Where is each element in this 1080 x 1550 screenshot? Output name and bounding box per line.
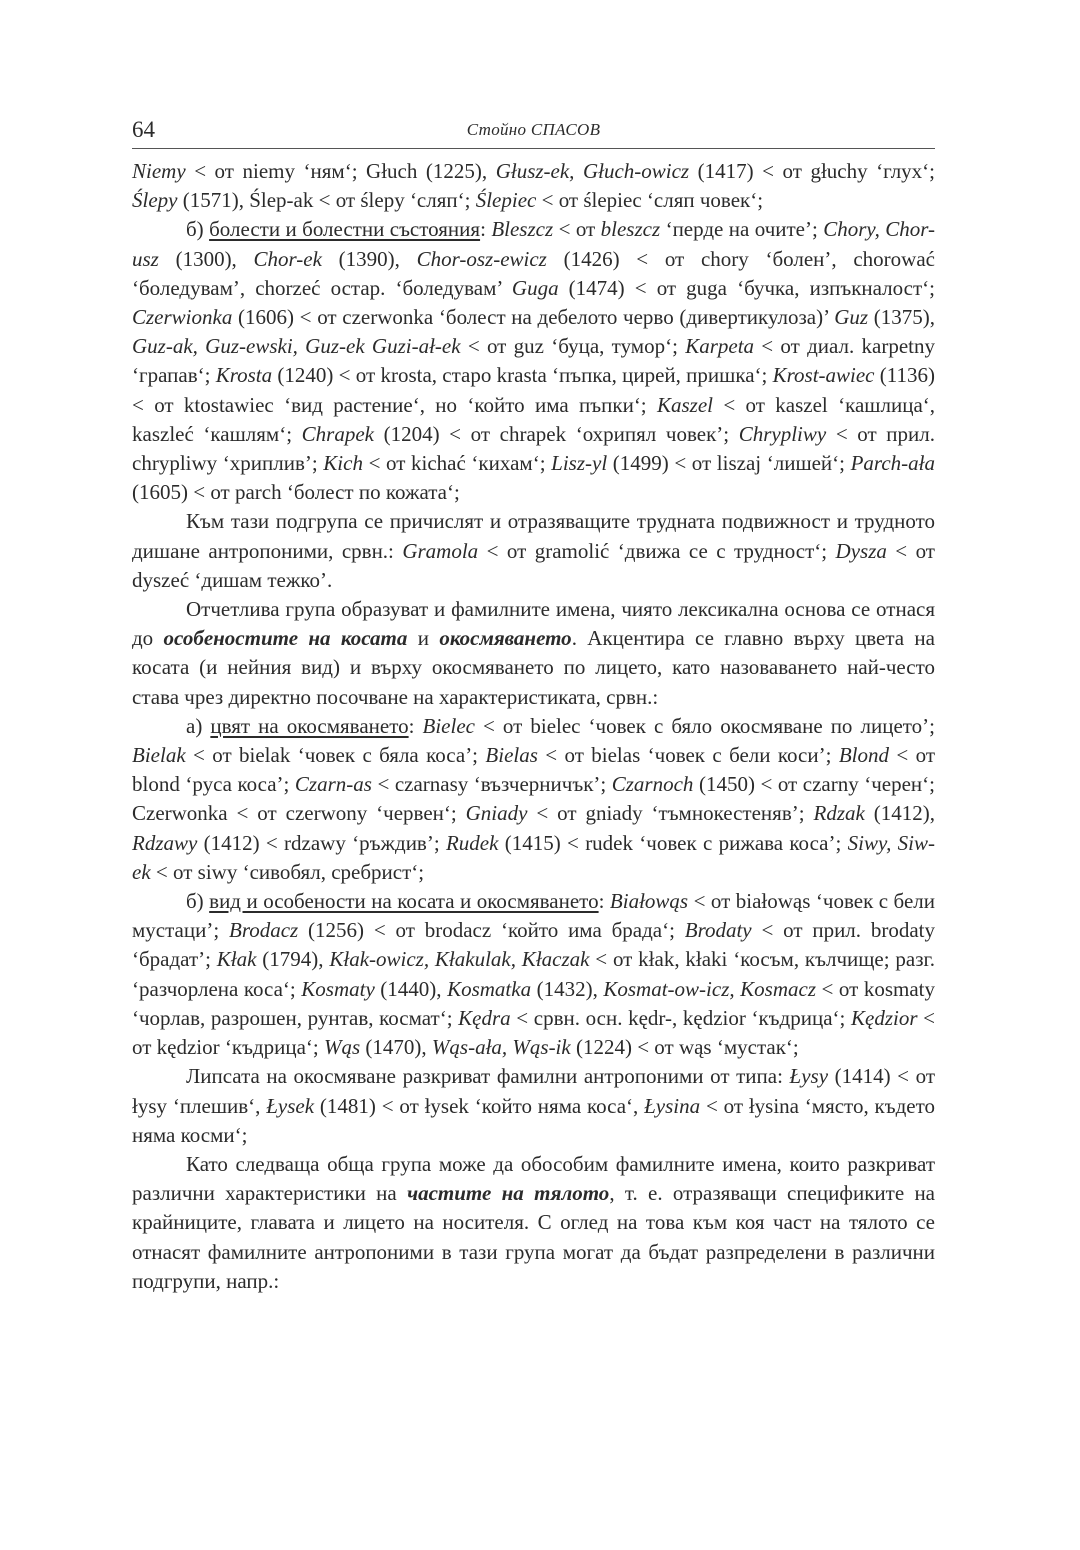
subgroup-heading: болести и болестни състояния [209, 217, 481, 242]
italic-term: Bleszcz [491, 217, 554, 242]
text-run: : [408, 713, 423, 738]
italic-term: Kędra [458, 1005, 511, 1030]
emphasis-term: окосмяването [439, 626, 572, 651]
text-run: < от niemy ‘ням‘; Głuch (1225), [185, 159, 496, 183]
italic-term: Gniady [465, 801, 528, 826]
italic-term: Siwy, Siw-ek [132, 830, 935, 884]
body-text [132, 157, 935, 1296]
text-run: (1375), [868, 305, 935, 330]
italic-term: Kłak [216, 947, 257, 972]
text-run: (1571), Ślep-ak < от ślepy ‘сляп‘; [177, 188, 476, 213]
italic-term: Guz-ak, Guz-ewski, Guz-ek Guzi-ał-ek [132, 334, 461, 359]
text-run: (1605) < от parch ‘болест по кожата‘; [132, 480, 460, 505]
italic-term: Białowąs [609, 889, 689, 914]
italic-term: Brodacz [229, 918, 299, 943]
italic-term: Chrypliwy [738, 421, 827, 446]
italic-term: Guz [834, 305, 869, 330]
text-run: . Акцентира се главно върху цвета на косата (и нейния вид) и върху окосмяването по лицето, като назоваването най-често става чрез директно посочване на характеристиката, срвн.: [132, 626, 935, 709]
paragraph-p4 [132, 595, 935, 712]
italic-term: Rdzak [813, 801, 865, 826]
text-run: (1481) < от łysek ‘който няма коса‘, [314, 1093, 645, 1118]
paragraph-p8 [132, 1150, 935, 1296]
text-run: Към тази подгрупа се причислят и отразяващите трудната подвижност и трудното дишане антропоними, срвн.: [132, 509, 935, 563]
italic-term: Bielak [132, 743, 186, 768]
italic-term: Czarn-as [294, 772, 372, 797]
text-run: (1412) < rdzawy ‘ръждив’; [197, 830, 446, 855]
italic-term: Karpeta [685, 334, 755, 359]
text-run: (1426) < от chory ‘болен’, chorować ‘боледувам’, chorzeć остар. ‘боледувам’ [132, 246, 935, 300]
italic-term: Rdzawy [132, 830, 198, 855]
paragraph-p2 [132, 215, 935, 507]
text-run: < от bielas ‘човек с бели коси’; [537, 743, 839, 768]
text-run: ‘перде на очите’; [660, 217, 824, 242]
text-run: < от прил. brodaty ‘брадат’; [132, 918, 936, 972]
italic-term: bleszcz [600, 217, 661, 242]
subgroup-heading: вид и особености на косата и окосмяването [209, 889, 599, 914]
text-run: < от guz ‘буца, тумор‘; [460, 334, 686, 359]
italic-term: Kędzior [851, 1005, 918, 1030]
text-run: (1224) < от wąs ‘мустак‘; [570, 1035, 799, 1060]
text-run: (1256) < от brodacz ‘който има брада‘; [298, 918, 685, 943]
italic-term: Chor-ek [253, 246, 322, 271]
italic-term: Czarnoch [611, 772, 694, 797]
text-run: Липсата на окосмяване разкриват фамилни антропоними от типа: [186, 1064, 790, 1089]
text-run: (1499) < от liszaj ‘лишей‘; [607, 451, 851, 476]
text-run: < от siwy ‘сивобял, сребрист‘; [150, 859, 425, 884]
text-run: < от [553, 217, 601, 242]
paragraph-p7 [132, 1062, 935, 1150]
running-head-author: Стойно СПАСОВ [466, 120, 601, 139]
text-run: < от łysina ‘място, където няма косми‘; [132, 1093, 935, 1147]
italic-term: Wąs-ała, Wąs-ik [431, 1035, 571, 1060]
italic-term: Kosmaty [301, 976, 375, 1001]
text-run: : [480, 217, 492, 242]
italic-term: Łysek [266, 1093, 315, 1118]
text-run: б) [186, 217, 210, 242]
text-run: < от bielak ‘човек с бяла коса’; [185, 743, 486, 768]
italic-term: Ślepiec [475, 188, 537, 213]
paragraph-p3 [132, 507, 935, 595]
text-run: (1417) < от głuchy ‘глух‘; [689, 159, 935, 183]
emphasis-term: особеностите на косата [163, 626, 408, 651]
page-header [132, 116, 935, 149]
text-run: (1474) < от guga ‘бучка, изпъкналост‘; [558, 275, 935, 300]
text-run: (1300), [158, 246, 254, 271]
italic-term: Kosmatka [447, 976, 532, 1001]
text-run: (1470), [360, 1035, 432, 1060]
text-run: < от kłak, kłaki ‘косъм, кълчище; разг. ‘разчорлена коса‘; [132, 947, 935, 1001]
text-run: < от białowąs ‘човек с бели мустаци’; [132, 889, 935, 943]
text-run: < от диал. karpetny ‘грапав‘; [132, 334, 935, 388]
text-run: (1794), [256, 947, 330, 972]
italic-term: Chor-osz-ewicz [416, 246, 547, 271]
text-run: < от gniady ‘тъмнокестеняв’; [527, 801, 814, 826]
italic-term: Kich [323, 451, 363, 476]
text-run: (1136) < от ktostawiec ‘вид растение‘, но ‘който има пъпки‘; [132, 363, 935, 417]
italic-term: Blond [838, 743, 889, 768]
text-run: Отчетлива група образуват и фамилните имена, чиято лексикална основа се отнася до [132, 597, 935, 651]
text-run: < от kędzior ‘къдрица‘; [132, 1005, 935, 1060]
italic-term: Krosta [215, 363, 273, 388]
text-run: : [598, 889, 610, 914]
text-run: (1415) < rudek ‘човек с рижава коса’; [498, 830, 848, 855]
italic-term: Gramola [402, 538, 479, 563]
text-run: < от gramolić ‘движа се с трудност‘; [478, 538, 836, 563]
italic-term: Dysza [835, 538, 887, 563]
text-run: и [407, 626, 440, 651]
text-run: (1240) < от krosta, старо krasta ‘пъпка, цирей, пришка‘; [272, 363, 773, 388]
text-run: , т. е. отразяващи спецификите на крайниците, главата и лицето на носителя. С оглед на това към коя част на тялото се отнасят фамилните антропоними в тази група могат да бъдат разпределени в различни подгрупи, напр.: [132, 1181, 936, 1293]
italic-term: Wąs [323, 1035, 361, 1060]
text-run: < от blond ‘руса коса’; [132, 743, 935, 797]
text-run: (1450) < от czarny ‘черен‘; Czerwonka < от czerwony ‘червен‘; [132, 772, 935, 826]
text-run: (1606) < от czerwonka ‘болест на дебелото черво (дивертикулоза)’ [232, 305, 835, 330]
italic-term: Chrapek [301, 421, 374, 446]
italic-term: Łysina [644, 1093, 701, 1118]
italic-term: Niemy [132, 159, 186, 183]
italic-term: Kosmat-ow-icz, Kosmacz [603, 976, 816, 1001]
italic-term: Guga [511, 275, 559, 300]
italic-term: Lisz-yl [551, 451, 608, 476]
italic-term: Brodaty [684, 918, 752, 943]
text-run: < от bielec ‘човек с бяло окосмяване по лицето’; [474, 713, 935, 738]
italic-term: Łysy [789, 1064, 829, 1089]
paragraph-p6 [132, 887, 935, 1062]
text-run: (1440), [374, 976, 448, 1001]
italic-term: Ślepy [132, 188, 178, 213]
italic-term: Bielec [422, 713, 475, 738]
paragraph-p5 [132, 712, 935, 887]
italic-term: Kłak-owicz, Kłakulak, Kłaczak [329, 947, 590, 972]
italic-term: Głusz-ek, Głuch-owicz [495, 159, 690, 183]
italic-term: Parch-ała [850, 451, 935, 476]
text-run: (1414) < от łysy ‘плешив‘, [132, 1064, 935, 1118]
text-run: < срвн. осн. kędr-, kędzior ‘къдрица‘; [510, 1005, 851, 1030]
text-run: (1432), [531, 976, 604, 1001]
text-run: < от kaszel ‘кашлица‘, kaszleć ‘кашлям‘; [132, 392, 936, 446]
text-run: < от kosmaty ‘чорлав, разрошен, рунтав, космат‘; [132, 976, 935, 1030]
italic-term: Chory, Chor-usz [132, 217, 936, 271]
italic-term: Czerwionka [132, 305, 233, 330]
italic-term: Bielas [485, 743, 538, 768]
text-run: Като следваща обща група може да обособим фамилните имена, които разкриват различни характеристики на [132, 1151, 935, 1206]
text-run: < от прил. chrypliwy ‘хриплив’; [132, 421, 935, 476]
subgroup-heading: цвят на окосмяването [210, 713, 409, 738]
text-run: (1204) < от chrapek ‘охрипял човек’; [373, 421, 739, 446]
text-run: < от ślepiec ‘сляп човек‘; [536, 188, 764, 213]
italic-term: Krost-awiec [772, 363, 875, 388]
emphasis-term: частите на тялото [407, 1181, 610, 1206]
italic-term: Kaszel [657, 392, 714, 417]
text-run: < от dyszeć ‘дишам тежко’. [132, 538, 935, 592]
paragraph-p1 [132, 157, 935, 215]
text-run: б) [186, 889, 210, 914]
text-run: < czarnasy ‘възчерничък’; [371, 772, 612, 797]
text-run: < от kichać ‘кихам‘; [362, 451, 552, 476]
text-run: (1412), [864, 801, 935, 826]
page-number: 64 [132, 117, 155, 142]
text-run: а) [186, 713, 211, 738]
italic-term: Rudek [445, 830, 499, 855]
text-run: (1390), [321, 246, 417, 271]
